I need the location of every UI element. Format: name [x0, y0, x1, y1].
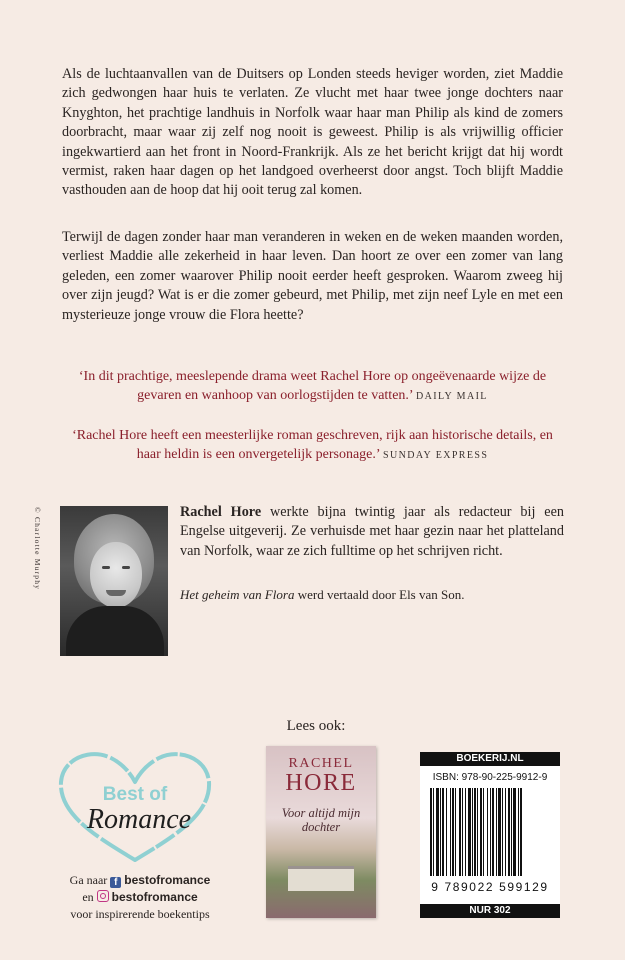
instagram-icon	[97, 890, 109, 902]
barcode-panel	[420, 752, 560, 918]
book-author-first: RACHEL	[288, 756, 354, 771]
original-title: Het geheim van Flora	[180, 587, 295, 602]
quote-text: ‘In dit prachtige, meeslepende drama weet Rachel Hore op ongeëvenaarde wijze de gevaren en wanhoop van oorlogstijden te vatten.’	[78, 369, 547, 403]
quote-source: SUNDAY EXPRESS	[383, 450, 489, 461]
instagram-link[interactable]: bestofromance	[111, 890, 198, 904]
review-quote-1	[62, 367, 563, 406]
author-bio-text: werkte bijna twintig jaar als redacteur bij een Engelse uitgeverij. Ze verhuisde met haar gezin naar het platteland van Norfolk, waar ze zich fulltime op het schrijven richt.	[180, 504, 564, 559]
quote-text: ‘Rachel Hore heeft een meesterlijke roman geschreven, rijk aan historische details, en haar heldin is een onvergetelijk personage.’	[72, 428, 553, 462]
logo-line-1: Best of	[102, 784, 168, 805]
translation-note	[180, 586, 564, 604]
social-prefix: en	[82, 890, 97, 904]
barcode-number: 9 789022 599129	[431, 880, 549, 894]
book-cover-thumbnail[interactable]	[266, 746, 376, 918]
best-of-romance-logo	[55, 748, 215, 868]
social-suffix: voor inspirerende boekentips	[70, 907, 210, 921]
book-author-last: HORE	[285, 770, 357, 796]
quote-source: DAILY MAIL	[416, 391, 488, 402]
logo-line-2: Romance	[86, 804, 192, 835]
isbn: ISBN: 978-90-225-9912-9	[432, 772, 548, 783]
author-bio	[180, 503, 564, 561]
photo-credit: © Charlotte Murphy	[33, 507, 42, 591]
facebook-link[interactable]: bestofromance	[124, 873, 211, 887]
book-title: Voor altijd mijn dochter	[281, 806, 361, 834]
publisher-site: BOEKERIJ.NL	[420, 752, 560, 766]
blurb-paragraph-1: Als de luchtaanvallen van de Duitsers op Londen steeds heviger worden, ziet Maddie zich gedwongen haar huis te verlaten. Ze vlucht met haar twee jonge dochters naar Knyghton, het prachtige landhuis in Norfolk waar haar man Philip als kind de zomers doorbracht, maar waar zij zelf nog nooit is geweest. Philip is als vrijwillig officier ingekwartierd aan het front in Noord-Frankrijk. Als ze het bericht krijgt dat hij wordt vermist, raken haar dagen op het landgoed overheerst door angst. Toch blijft Maddie vasthouden aan de hoop dat hij ooit terug zal komen.	[62, 66, 563, 199]
social-prefix: Ga naar	[69, 873, 111, 887]
review-quote-2	[62, 426, 563, 465]
blurb-paragraph-2: Terwijl de dagen zonder haar man veranderen in weken en de weken maanden worden, verliest Maddie alle zekerheid in haar leven. Dan hoort ze over een zomer van lang geleden, een zomer waarover Philip nooit eerder heeft gesproken. Waarom zweeg hij over zijn jeugd? Wat is er die zomer gebeurd, met Philip, met zijn neef Lyle en met een mysterieuze jonge vrouw die Flora heette?	[62, 229, 563, 323]
translation-text: werd vertaald door Els van Son.	[294, 587, 465, 602]
also-read-label: Lees ook:	[286, 718, 346, 734]
barcode	[428, 788, 552, 878]
author-photo	[60, 506, 168, 656]
author-name: Rachel Hore	[180, 504, 262, 520]
social-links	[40, 872, 240, 923]
house-illustration	[288, 866, 354, 891]
nur-code: NUR 302	[420, 904, 560, 918]
facebook-icon: f	[110, 877, 121, 888]
